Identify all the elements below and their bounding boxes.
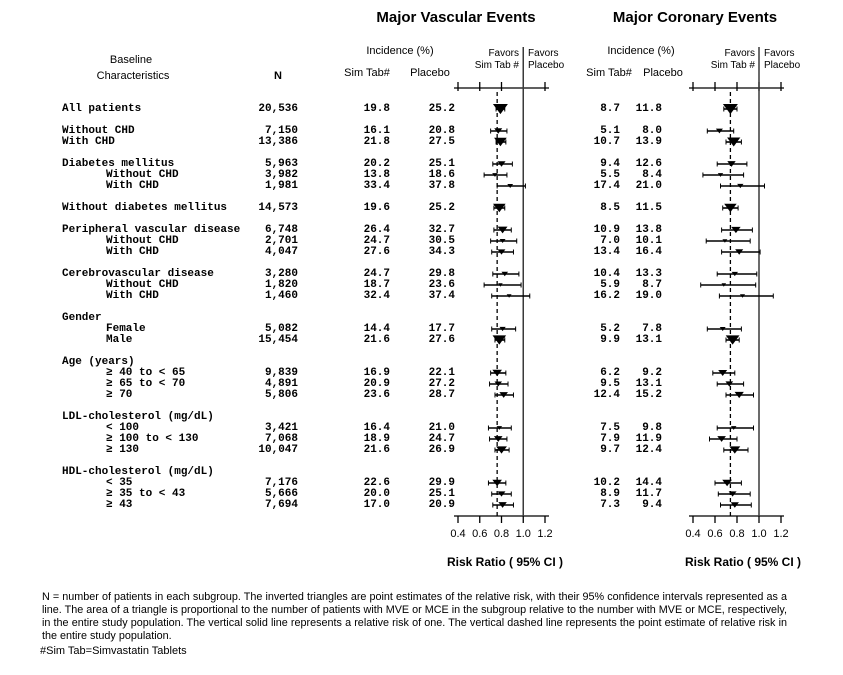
mce-placebo-incidence: 14.4 — [635, 477, 662, 489]
table-row — [0, 291, 843, 302]
mve-placebo-incidence: 34.3 — [428, 246, 455, 258]
row-label: Age (years) — [62, 356, 135, 368]
mce-simtab-incidence: 10.7 — [593, 136, 620, 148]
mce-simtab-header: Sim Tab# — [586, 67, 632, 79]
baseline-header-line2: Characteristics — [96, 70, 170, 82]
row-n-value: 6,748 — [264, 224, 298, 236]
mve-simtab-incidence: 21.6 — [363, 444, 390, 456]
row-label: Without CHD — [106, 169, 179, 181]
mve-simtab-incidence: 18.7 — [363, 279, 390, 291]
row-n-value: 4,047 — [264, 246, 298, 258]
row-label: ≥ 70 — [106, 389, 133, 401]
mve-simtab-header: Sim Tab# — [344, 67, 390, 79]
mce-placebo-incidence: 11.7 — [635, 488, 662, 500]
mve-placebo-incidence: 25.2 — [428, 202, 455, 214]
mve-placebo-incidence: 18.6 — [428, 169, 455, 181]
mve-xaxis-label: Risk Ratio ( 95% CI ) — [446, 555, 564, 569]
mve-placebo-incidence: 28.7 — [428, 389, 455, 401]
axis-tick-label: 0.4 — [685, 528, 701, 540]
mve-simtab-incidence: 20.2 — [363, 158, 390, 170]
row-n-value: 4,891 — [264, 378, 298, 390]
row-label: Cerebrovascular disease — [62, 268, 214, 280]
mve-simtab-incidence: 26.4 — [363, 224, 390, 236]
mve-simtab-incidence: 16.1 — [363, 125, 390, 137]
mve-simtab-incidence: 23.6 — [363, 389, 390, 401]
mve-incidence-header: Incidence (%) — [366, 45, 434, 57]
mce-simtab-incidence: 17.4 — [593, 180, 620, 192]
mve-simtab-incidence: 24.7 — [363, 235, 390, 247]
mve-placebo-incidence: 20.9 — [428, 499, 455, 511]
row-n-value: 3,421 — [264, 422, 298, 434]
mve-simtab-incidence: 19.6 — [363, 202, 390, 214]
favors-line: Placebo — [764, 60, 801, 71]
row-label: HDL-cholesterol (mg/dL) — [62, 466, 214, 478]
row-label: < 35 — [106, 477, 133, 489]
baseline-header-line1: Baseline — [109, 54, 153, 66]
row-label: Male — [106, 334, 133, 346]
mve-simtab-incidence: 16.9 — [363, 367, 390, 379]
mve-simtab-incidence: 17.0 — [363, 499, 390, 511]
mve-placebo-incidence: 26.9 — [428, 444, 455, 456]
mve-simtab-incidence: 32.4 — [363, 290, 390, 302]
mve-placebo-incidence: 37.4 — [428, 290, 455, 302]
row-n-value: 13,386 — [258, 136, 298, 148]
table-row — [0, 247, 843, 258]
mve-simtab-incidence: 24.7 — [363, 268, 390, 280]
row-label: < 100 — [106, 422, 140, 434]
row-n-value: 14,573 — [258, 202, 298, 214]
mve-placebo-incidence: 29.8 — [428, 268, 455, 280]
row-n-value: 10,047 — [258, 444, 298, 456]
mve-simtab-incidence: 18.9 — [363, 433, 390, 445]
axis-tick-label: 0.4 — [450, 528, 466, 540]
mve-placebo-incidence: 17.7 — [428, 323, 455, 335]
row-n-value: 3,982 — [264, 169, 298, 181]
row-label: Without CHD — [106, 235, 179, 247]
mve-simtab-incidence: 33.4 — [363, 180, 390, 192]
row-n-value: 1,820 — [264, 279, 298, 291]
row-n-value: 5,806 — [264, 389, 298, 401]
mce-placebo-incidence: 8.7 — [642, 279, 662, 291]
row-label: LDL-cholesterol (mg/dL) — [62, 411, 214, 423]
mce-simtab-incidence: 12.4 — [593, 389, 620, 401]
table-row — [0, 500, 843, 511]
table-row — [0, 203, 843, 214]
mce-simtab-incidence: 5.1 — [600, 125, 620, 137]
axis-tick-label: 0.8 — [493, 528, 510, 540]
table-row — [0, 181, 843, 192]
table-row — [0, 390, 843, 401]
mve-placebo-incidence: 20.8 — [428, 125, 455, 137]
favors-line: Placebo — [528, 60, 565, 71]
mve-placebo-incidence: 37.8 — [428, 180, 455, 192]
mce-simtab-incidence: 8.9 — [600, 488, 620, 500]
mce-simtab-incidence: 10.9 — [593, 224, 620, 236]
mce-simtab-incidence: 9.9 — [600, 334, 620, 346]
mce-simtab-incidence: 5.2 — [600, 323, 620, 335]
mce-simtab-incidence: 10.2 — [593, 477, 620, 489]
row-n-value: 5,963 — [264, 158, 298, 170]
row-n-value: 15,454 — [258, 334, 298, 346]
table-row — [0, 137, 843, 148]
row-label: With CHD — [62, 136, 115, 148]
mve-placebo-incidence: 27.2 — [428, 378, 455, 390]
row-label: ≥ 100 to < 130 — [106, 433, 199, 445]
row-label: With CHD — [106, 246, 159, 258]
mce-placebo-incidence: 16.4 — [635, 246, 662, 258]
mce-simtab-incidence: 9.5 — [600, 378, 620, 390]
row-label: Gender — [62, 312, 102, 324]
figure-footnote: N = number of patients in each subgroup. The inverted triangles are point estimates of the relative risk, with their 95% confidence intervals represented as a line. The area of a triangle is proportional to the number of patients with MVE or MCE in the subgroup relative to the number with MVE or MCE, respectively, in the entire study population. The vertical solid line represents a relative risk of one. The vertical dashed line represents the point estimate of relative risk in the entire study population. — [42, 591, 787, 642]
row-label: Diabetes mellitus — [62, 158, 175, 170]
mce-simtab-incidence: 6.2 — [600, 367, 620, 379]
mve-placebo-incidence: 25.2 — [428, 103, 455, 115]
mve-simtab-incidence: 20.0 — [363, 488, 390, 500]
mve-simtab-incidence: 13.8 — [363, 169, 390, 181]
row-label: Female — [106, 323, 146, 335]
row-n-value: 7,150 — [264, 125, 298, 137]
mce-placebo-incidence: 9.8 — [642, 422, 662, 434]
row-label: ≥ 43 — [106, 499, 133, 511]
mce-simtab-incidence: 7.9 — [600, 433, 620, 445]
mce-xaxis-label: Risk Ratio ( 95% CI ) — [684, 555, 802, 569]
mve-placebo-incidence: 24.7 — [428, 433, 455, 445]
mve-placebo-incidence: 25.1 — [428, 488, 455, 500]
favors-line: Favors — [528, 48, 559, 59]
row-n-value: 7,176 — [264, 477, 298, 489]
panel-title-mce: Major Coronary Events — [612, 9, 778, 26]
favors-line: Sim Tab # — [474, 60, 519, 71]
mce-simtab-incidence: 9.4 — [600, 158, 620, 170]
axis-tick-label: 0.6 — [472, 528, 488, 540]
favors-line: Favors — [764, 48, 795, 59]
mce-placebo-incidence: 13.3 — [635, 268, 662, 280]
mve-placebo-incidence: 21.0 — [428, 422, 455, 434]
mce-simtab-incidence: 16.2 — [593, 290, 620, 302]
mve-placebo-incidence: 23.6 — [428, 279, 455, 291]
mve-simtab-incidence: 21.6 — [363, 334, 390, 346]
mce-simtab-incidence: 10.4 — [593, 268, 620, 280]
mce-placebo-incidence: 10.1 — [635, 235, 662, 247]
mve-simtab-incidence: 21.8 — [363, 136, 390, 148]
row-label: Without CHD — [62, 125, 135, 137]
mce-simtab-incidence: 9.7 — [600, 444, 620, 456]
row-label: Without CHD — [106, 279, 179, 291]
table-row — [0, 126, 843, 137]
mce-placebo-incidence: 19.0 — [635, 290, 662, 302]
favors-line: Favors — [724, 48, 755, 59]
mce-simtab-incidence: 5.9 — [600, 279, 620, 291]
axis-tick-label: 1.0 — [515, 528, 531, 540]
mve-placebo-incidence: 22.1 — [428, 367, 455, 379]
mce-placebo-incidence: 8.0 — [642, 125, 662, 137]
mce-simtab-incidence: 8.5 — [600, 202, 620, 214]
mve-simtab-incidence: 16.4 — [363, 422, 390, 434]
axis-tick-label: 0.8 — [729, 528, 745, 540]
mce-placebo-incidence: 9.2 — [642, 367, 662, 379]
row-label: All patients — [62, 103, 142, 115]
simtab-definition-note: #Sim Tab=Simvastatin Tablets — [40, 645, 187, 657]
mce-placebo-incidence: 11.5 — [635, 202, 662, 214]
mce-incidence-header: Incidence (%) — [607, 45, 675, 57]
mce-placebo-incidence: 11.8 — [635, 103, 662, 115]
row-n-value: 1,981 — [264, 180, 298, 192]
mce-placebo-incidence: 12.6 — [635, 158, 662, 170]
mce-placebo-incidence: 21.0 — [635, 180, 662, 192]
row-label: With CHD — [106, 290, 159, 302]
mve-placebo-incidence: 27.5 — [428, 136, 455, 148]
mce-placebo-incidence: 11.9 — [635, 433, 662, 445]
mve-simtab-incidence: 20.9 — [363, 378, 390, 390]
mve-placebo-incidence: 25.1 — [428, 158, 455, 170]
mce-placebo-incidence: 12.4 — [635, 444, 662, 456]
row-label: Without diabetes mellitus — [62, 202, 228, 214]
mve-simtab-incidence: 22.6 — [363, 477, 390, 489]
row-n-value: 5,082 — [264, 323, 298, 335]
mve-placebo-incidence: 29.9 — [428, 477, 455, 489]
mce-placebo-incidence: 15.2 — [635, 389, 662, 401]
mve-placebo-incidence: 32.7 — [428, 224, 455, 236]
row-n-value: 2,701 — [264, 235, 298, 247]
axis-tick-label: 1.2 — [773, 528, 789, 540]
mce-simtab-incidence: 8.7 — [600, 103, 620, 115]
row-n-value: 3,280 — [264, 268, 298, 280]
mve-placebo-incidence: 27.6 — [428, 334, 455, 346]
mce-placebo-header: Placebo — [643, 67, 683, 79]
table-row — [0, 104, 843, 115]
mce-simtab-incidence: 7.0 — [600, 235, 620, 247]
mve-simtab-incidence: 27.6 — [363, 246, 390, 258]
row-n-value: 1,460 — [264, 290, 298, 302]
axis-tick-label: 1.0 — [751, 528, 767, 540]
row-label: ≥ 130 — [106, 444, 140, 456]
mve-placebo-incidence: 30.5 — [428, 235, 455, 247]
mve-simtab-incidence: 14.4 — [363, 323, 390, 335]
row-label: ≥ 65 to < 70 — [106, 378, 186, 390]
panel-title-mve: Major Vascular Events — [376, 9, 536, 26]
table-row — [0, 335, 843, 346]
row-n-value: 9,839 — [264, 367, 298, 379]
axis-tick-label: 1.2 — [537, 528, 553, 540]
favors-line: Sim Tab # — [710, 60, 755, 71]
mce-placebo-incidence: 8.4 — [642, 169, 662, 181]
row-label: Peripheral vascular disease — [62, 224, 241, 236]
mce-placebo-incidence: 9.4 — [642, 499, 662, 511]
favors-line: Favors — [488, 48, 519, 59]
mve-simtab-incidence: 19.8 — [363, 103, 390, 115]
mce-simtab-incidence: 13.4 — [593, 246, 620, 258]
row-n-value: 5,666 — [264, 488, 298, 500]
mce-placebo-incidence: 13.1 — [635, 334, 662, 346]
row-label: ≥ 40 to < 65 — [106, 367, 186, 379]
axis-tick-label: 0.6 — [707, 528, 723, 540]
mce-simtab-incidence: 5.5 — [600, 169, 620, 181]
row-label: With CHD — [106, 180, 159, 192]
row-n-value: 20,536 — [258, 103, 298, 115]
mce-placebo-incidence: 13.1 — [635, 378, 662, 390]
row-label: ≥ 35 to < 43 — [106, 488, 186, 500]
mce-simtab-incidence: 7.3 — [600, 499, 620, 511]
row-n-value: 7,068 — [264, 433, 298, 445]
mve-placebo-header: Placebo — [410, 67, 450, 79]
mce-placebo-incidence: 7.8 — [642, 323, 662, 335]
mce-simtab-incidence: 7.5 — [600, 422, 620, 434]
n-column-header: N — [274, 70, 282, 82]
row-n-value: 7,694 — [264, 499, 298, 511]
mce-placebo-incidence: 13.9 — [635, 136, 662, 148]
mce-placebo-incidence: 13.8 — [635, 224, 662, 236]
table-row — [0, 445, 843, 456]
